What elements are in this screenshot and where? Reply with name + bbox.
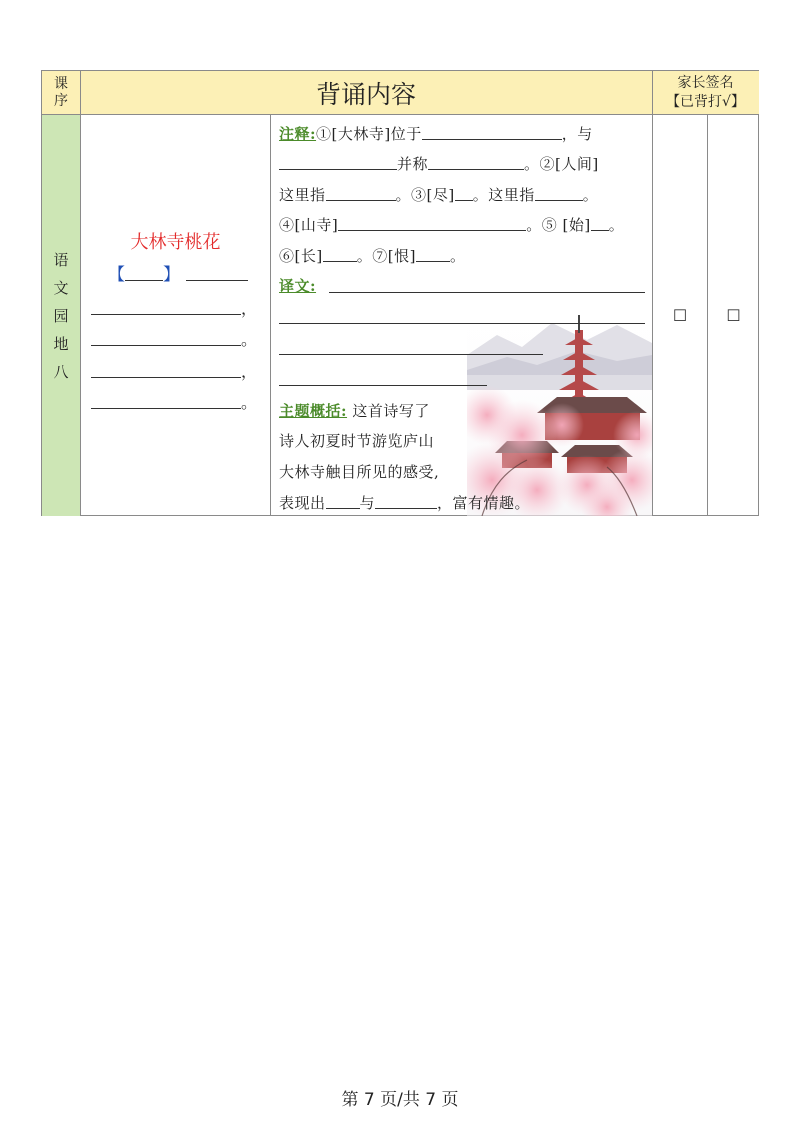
header-content	[80, 71, 652, 114]
checkbox[interactable]: ☐	[726, 306, 741, 325]
translation-blank[interactable]	[329, 292, 645, 293]
note-text: 这里指	[279, 186, 326, 204]
notes-line-5	[279, 245, 465, 266]
lesson-char: 地	[53, 334, 69, 353]
notes-label: 注释:	[279, 125, 317, 143]
notes-line-2	[279, 153, 599, 174]
note-blank[interactable]	[279, 155, 397, 170]
lesson-char: 八	[53, 362, 69, 381]
checkbox[interactable]: ☐	[672, 306, 688, 325]
author-blank[interactable]	[186, 266, 248, 281]
lesson-char: 园	[53, 306, 69, 325]
theme-text: 表现出	[279, 494, 326, 512]
note-text: 。⑤ [始]	[526, 216, 591, 234]
theme-line-3	[279, 461, 439, 482]
note-text: 。②[人间]	[524, 155, 599, 173]
checkbox-cell	[708, 115, 759, 516]
theme-line-4	[279, 492, 530, 513]
notes-line-3	[279, 184, 598, 205]
theme-line-2	[279, 430, 434, 451]
translation-blank[interactable]	[279, 323, 645, 324]
poem-line-blank[interactable]	[91, 363, 241, 378]
note-blank[interactable]	[428, 155, 524, 170]
poem-line-punct: ，	[241, 299, 258, 318]
checkbox-cell	[653, 115, 707, 516]
note-text: 。⑦[恨]	[356, 247, 416, 265]
notes-line-1	[279, 123, 593, 144]
note-text: ⑥[长]	[279, 247, 323, 265]
note-text: 。	[608, 216, 625, 234]
poem-line	[91, 296, 257, 319]
note-text: 。	[449, 247, 466, 265]
theme-label: 主题概括:	[279, 402, 348, 420]
lesson-char: 语	[53, 250, 69, 269]
note-blank[interactable]	[591, 216, 609, 231]
note-blank[interactable]	[323, 247, 357, 262]
poem-line-punct: 。	[241, 330, 258, 349]
poem-line-punct: ，	[241, 362, 258, 381]
note-blank[interactable]	[416, 247, 450, 262]
poem-title: 大林寺桃花	[130, 232, 221, 253]
theme-line-1	[279, 400, 430, 421]
note-blank[interactable]	[455, 186, 473, 201]
note-blank[interactable]	[338, 216, 526, 231]
header-order-label: 课序	[54, 75, 68, 109]
note-blank[interactable]	[535, 186, 583, 201]
theme-text: 这首诗写了	[352, 402, 430, 420]
header-sign-note: 【已背打√】	[666, 93, 745, 110]
note-text: 。③[尽]	[395, 186, 455, 204]
note-blank[interactable]	[422, 125, 562, 140]
theme-text: 大林寺触目所见的感受,	[279, 463, 440, 481]
translation-blank[interactable]	[279, 385, 487, 386]
header-content-label: 背诵内容	[315, 79, 416, 109]
notes-line-4	[279, 214, 624, 235]
note-text: ，与	[561, 125, 593, 143]
header-parent-sign	[652, 71, 759, 114]
poem-line-punct: 。	[241, 393, 258, 412]
theme-blank[interactable]	[375, 494, 437, 509]
note-blank[interactable]	[326, 186, 396, 201]
poem-line	[91, 390, 257, 413]
dynasty-blank[interactable]	[125, 266, 163, 281]
theme-text: 与	[359, 494, 376, 512]
note-text: ①[大林寺]位于	[316, 125, 422, 143]
poem-line-blank[interactable]	[91, 331, 241, 346]
bracket-close: 】	[163, 265, 180, 285]
page-footer: 第 7 页/共 7 页	[341, 1090, 459, 1110]
theme-text: ，富有情趣。	[437, 494, 531, 512]
bracket-open: 【	[108, 265, 125, 285]
header-sign-label: 家长签名	[677, 74, 734, 91]
lesson-cell	[42, 115, 80, 516]
recitation-table	[41, 70, 759, 516]
note-text: 。这里指	[472, 186, 535, 204]
header-lesson-order	[42, 71, 80, 114]
lesson-char: 文	[53, 278, 69, 297]
translation-label: 译文:	[279, 277, 317, 295]
translation-blank[interactable]	[279, 354, 543, 355]
poem-line-blank[interactable]	[91, 394, 241, 409]
temple-blossom-illustration	[467, 285, 652, 516]
poem-cell	[81, 115, 270, 516]
note-text: 。	[582, 186, 599, 204]
poem-line	[91, 359, 257, 382]
notes-cell	[271, 115, 652, 516]
note-text: ④[山寺]	[279, 216, 339, 234]
theme-text: 诗人初夏时节游览庐山	[279, 432, 435, 450]
translation-line	[279, 275, 316, 296]
note-text: 并称	[397, 155, 429, 173]
poem-line-blank[interactable]	[91, 300, 241, 315]
theme-blank[interactable]	[326, 494, 360, 509]
poem-author-blank	[108, 260, 248, 285]
poem-line	[91, 327, 257, 350]
